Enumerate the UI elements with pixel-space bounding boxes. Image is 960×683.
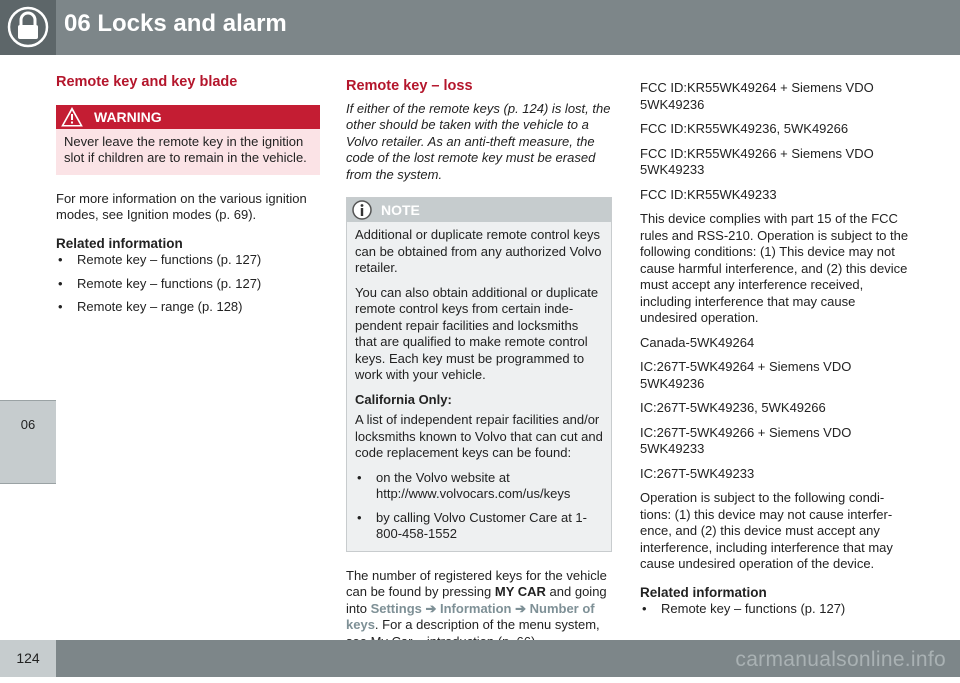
ic-line: Canada-5WK49264	[640, 334, 755, 350]
para-text: and going into	[346, 584, 607, 616]
ic-line: IC:267T-5WK49264 + Siemens VDO 5WK49236	[640, 359, 852, 391]
fcc-line: FCC ID:KR55WK49264 + Siemens VDO 5WK49236	[640, 80, 874, 112]
related-link[interactable]: Remote key – functions (p. 127)	[77, 252, 262, 267]
related-heading: Related information	[640, 584, 767, 600]
note-bullet-text: on the Volvo website at http://www.volvocars.com/us/keys	[376, 469, 571, 501]
related-heading: Related information	[56, 235, 183, 251]
related-list	[640, 601, 910, 618]
page-number: 124	[16, 650, 40, 666]
note-paragraph-2: You can also obtain additional or duplicate remote control keys from certain inde-pendent repair facilities and locksmiths that are qualified to make remote control keys. Each key must be programmed to work with your vehicle.	[355, 284, 599, 382]
california-label: California Only:	[355, 391, 452, 407]
ic-compliance-text: Operation is subject to the following condi-tions: (1) this device may not cause interfer-ence, and (2) this device must accept any interference, including interference that may cause undesired operation of the device.	[640, 490, 893, 571]
note-box	[346, 197, 612, 552]
page-title: 06 Locks and alarm	[64, 10, 287, 37]
note-body	[347, 222, 611, 551]
chapter-tab-label: 06	[20, 417, 36, 432]
page-header	[0, 0, 960, 55]
lock-icon	[7, 6, 49, 48]
warning-header	[56, 105, 320, 129]
key-loss-intro: If either of the remote keys (p. 124) is lost, the other should be taken with the vehicle to a Volvo retailer. As an anti-theft measure, the code of the lost remote key must be erased from the system.	[346, 100, 611, 182]
fcc-line: FCC ID:KR55WK49266 + Siemens VDO 5WK49233	[640, 145, 874, 177]
column-2	[346, 74, 612, 683]
arrow-right-icon: ➔	[421, 600, 440, 616]
chapter-tab[interactable]	[0, 400, 56, 484]
section-heading-remote-key: Remote key and key blade	[56, 74, 238, 90]
watermark: carmanualsonline.info	[735, 648, 946, 671]
note-paragraph-3: A list of independent repair facilities and/or locksmiths known to Volvo that can cut and code replacement keys can be found:	[355, 412, 603, 460]
bullet-icon: •	[58, 275, 63, 291]
note-paragraph-1: Additional or duplicate remote control keys can be obtained from any authorized Volvo retailer.	[355, 227, 602, 275]
note-header	[347, 198, 611, 222]
bullet-icon: •	[642, 601, 647, 616]
column-3	[640, 80, 910, 625]
ignition-paragraph: For more information on the various ignition modes, see Ignition modes (p. 69).	[56, 190, 307, 222]
bullet-icon: •	[58, 252, 63, 267]
note-label: NOTE	[381, 202, 420, 218]
warning-text: Never leave the remote key in the ignition slot if children are to remain in the vehicle.	[64, 133, 307, 165]
menu-information: Information	[440, 600, 512, 616]
related-link[interactable]: Remote key – functions (p. 127)	[77, 275, 262, 291]
related-item[interactable]	[56, 299, 320, 316]
related-link[interactable]: Remote key – functions (p. 127)	[661, 601, 846, 616]
my-car-button-label: MY CAR	[494, 584, 546, 599]
related-item[interactable]	[56, 252, 320, 269]
note-bullets	[355, 470, 603, 543]
note-bullet-item	[355, 470, 603, 503]
ic-line: IC:267T-5WK49233	[640, 465, 755, 481]
menu-settings: Settings	[370, 600, 422, 616]
header-icon-box	[0, 0, 56, 55]
page-footer	[0, 640, 960, 677]
warning-box	[56, 105, 320, 175]
arrow-right-icon: ➔	[511, 600, 530, 616]
warning-icon	[61, 107, 83, 127]
para-text: . For a description of the menu system,	[374, 617, 600, 632]
ic-line: IC:267T-5WK49266 + Siemens VDO 5WK49233	[640, 424, 852, 456]
bullet-icon: •	[357, 509, 362, 525]
column-1	[56, 74, 320, 323]
bullet-icon: •	[58, 299, 63, 314]
related-link[interactable]: Remote key – range (p. 128)	[77, 299, 243, 314]
note-bullet-item	[355, 510, 603, 543]
ic-line: IC:267T-5WK49236, 5WK49266	[640, 400, 826, 415]
para-text: The number of registered keys for the vehicle can be found by pressing	[346, 567, 607, 599]
fcc-line: FCC ID:KR55WK49233	[640, 186, 777, 202]
page-number-box	[0, 640, 56, 677]
warning-label: WARNING	[94, 108, 162, 125]
info-icon	[352, 200, 372, 220]
note-bullet-text: by calling Volvo Customer Care at 1-800-458-1552	[376, 509, 587, 541]
related-list	[56, 252, 320, 316]
menu-number-of-keys: Number of keys	[346, 600, 595, 632]
related-item[interactable]	[56, 276, 320, 293]
related-item[interactable]	[640, 601, 910, 618]
registered-keys-paragraph	[346, 568, 612, 651]
bullet-icon: •	[357, 469, 362, 485]
fcc-line: FCC ID:KR55WK49236, 5WK49266	[640, 121, 849, 136]
section-heading-key-loss: Remote key – loss	[346, 78, 473, 94]
fcc-compliance-text: This device complies with part 15 of the FCC rules and RSS-210. Operation is subject to the following conditions: (1) This device may not cause harmful interference, and (2) this device must accept any interference received, including interference that may cause undesired operation.	[640, 211, 909, 325]
